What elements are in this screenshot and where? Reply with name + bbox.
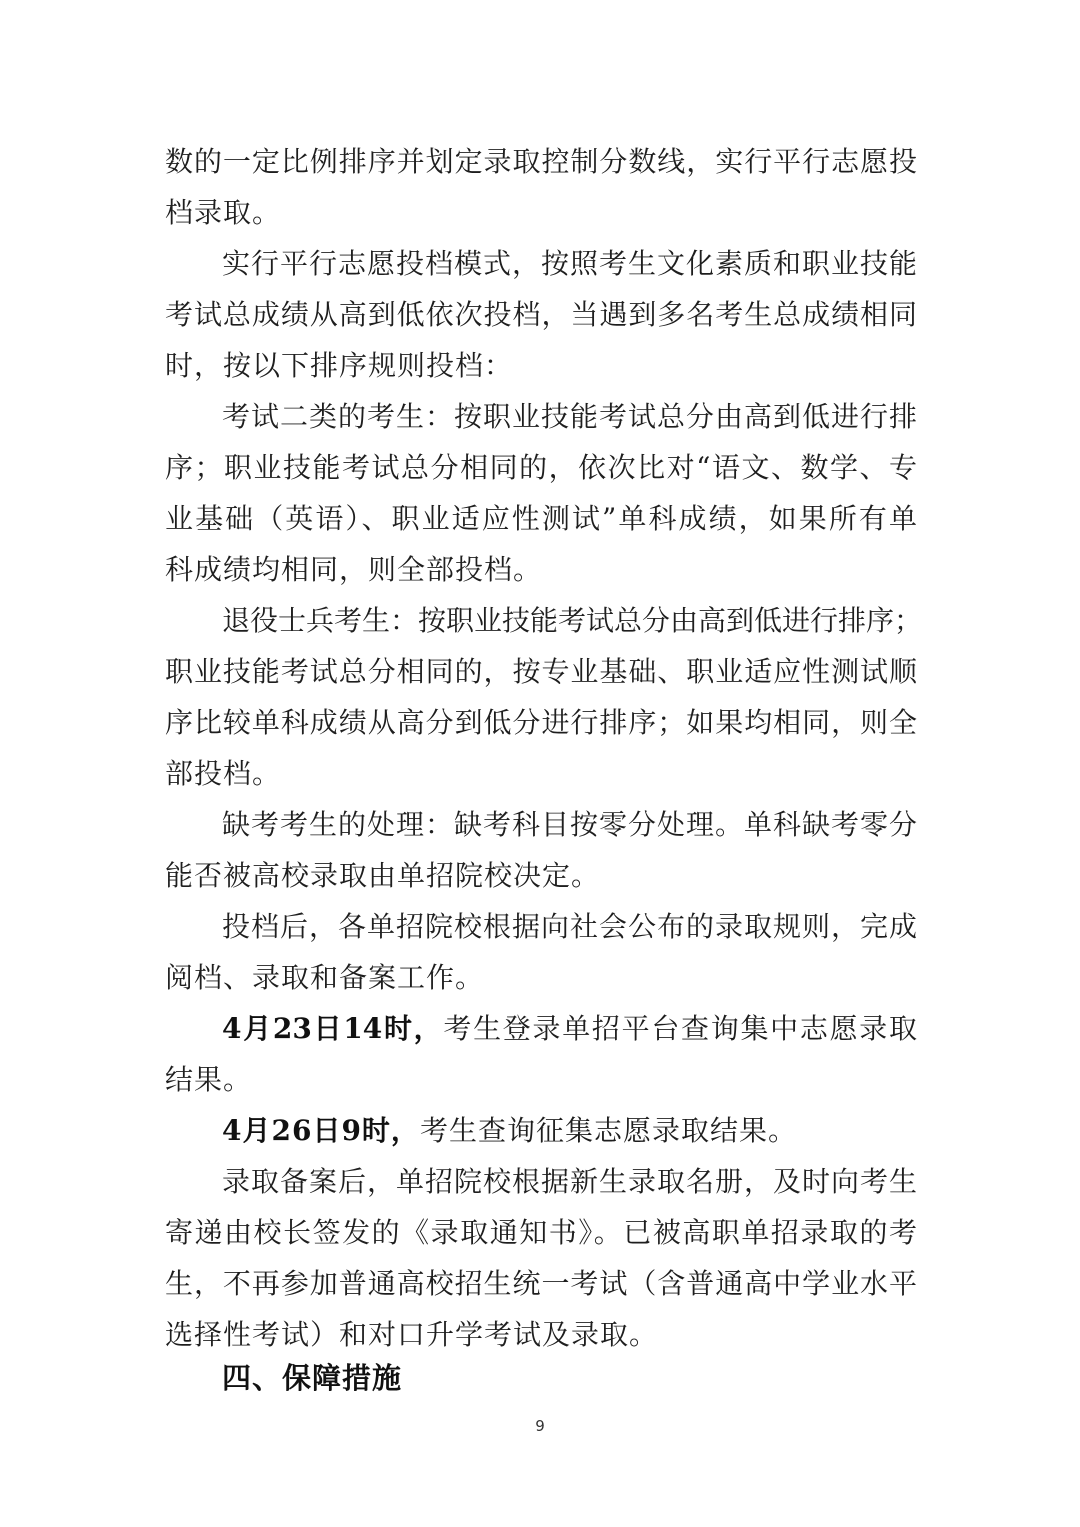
paragraph-start-line: 录取备案后，单招院校根据新生录取名册，及时向考生 (222, 1165, 917, 1198)
text-run: 考生登录单招平台查询集中志愿录取 (443, 1012, 917, 1045)
text-run: 考生查询征集志愿录取结果。 (419, 1114, 797, 1147)
text-line: 序；职业技能考试总分相同的，依次比对“语文、数学、专 (165, 451, 917, 484)
paragraph-start-line: 缺考考生的处理：缺考科目按零分处理。单科缺考零分 (222, 808, 917, 841)
text-line: 职业技能考试总分相同的，按专业基础、职业适应性测试顺 (165, 655, 917, 688)
text-line: 科成绩均相同，则全部投档。 (165, 553, 543, 586)
text-line: 数的一定比例排序并划定录取控制分数线，实行平行志愿投 (165, 145, 917, 178)
paragraph-start-line (222, 1009, 917, 1049)
text-line: 部投档。 (165, 757, 282, 790)
page-number: 9 (535, 1417, 545, 1435)
text-line: 时，按以下排序规则投档： (165, 349, 514, 382)
text-line: 能否被高校录取由单招院校决定。 (165, 859, 601, 892)
text-line: 考试总成绩从高到低依次投档，当遇到多名考生总成绩相同 (165, 298, 917, 331)
text-line: 业基础（英语）、职业适应性测试”单科成绩，如果所有单 (165, 502, 917, 535)
text-line: 选择性考试）和对口升学考试及录取。 (165, 1318, 659, 1351)
paragraph-start-line: 投档后，各单招院校根据向社会公布的录取规则，完成 (222, 910, 917, 943)
text-line: 阅档、录取和备案工作。 (165, 961, 485, 994)
date-time-highlight: 4月26日9时， (222, 1114, 420, 1147)
text-line: 序比较单科成绩从高分到低分进行排序；如果均相同，则全 (165, 706, 917, 739)
paragraph-start-line: 考试二类的考生：按职业技能考试总分由高到低进行排 (222, 400, 917, 433)
section-heading: 四、保障措施 (222, 1361, 403, 1395)
paragraph-start-line: 退役士兵考生：按职业技能考试总分由高到低进行排序； (222, 604, 923, 637)
text-line: 寄递由校长签发的《录取通知书》。已被高职单招录取的考 (165, 1216, 917, 1249)
paragraph-start-line: 实行平行志愿投档模式，按照考生文化素质和职业技能 (222, 247, 917, 280)
date-time-highlight: 4月23日14时， (222, 1012, 444, 1045)
text-line: 结果。 (165, 1063, 253, 1096)
text-line: 档录取。 (165, 196, 282, 229)
text-line: 生，不再参加普通高校招生统一考试（含普通高中学业水平 (165, 1267, 917, 1300)
paragraph-start-line (222, 1111, 917, 1151)
